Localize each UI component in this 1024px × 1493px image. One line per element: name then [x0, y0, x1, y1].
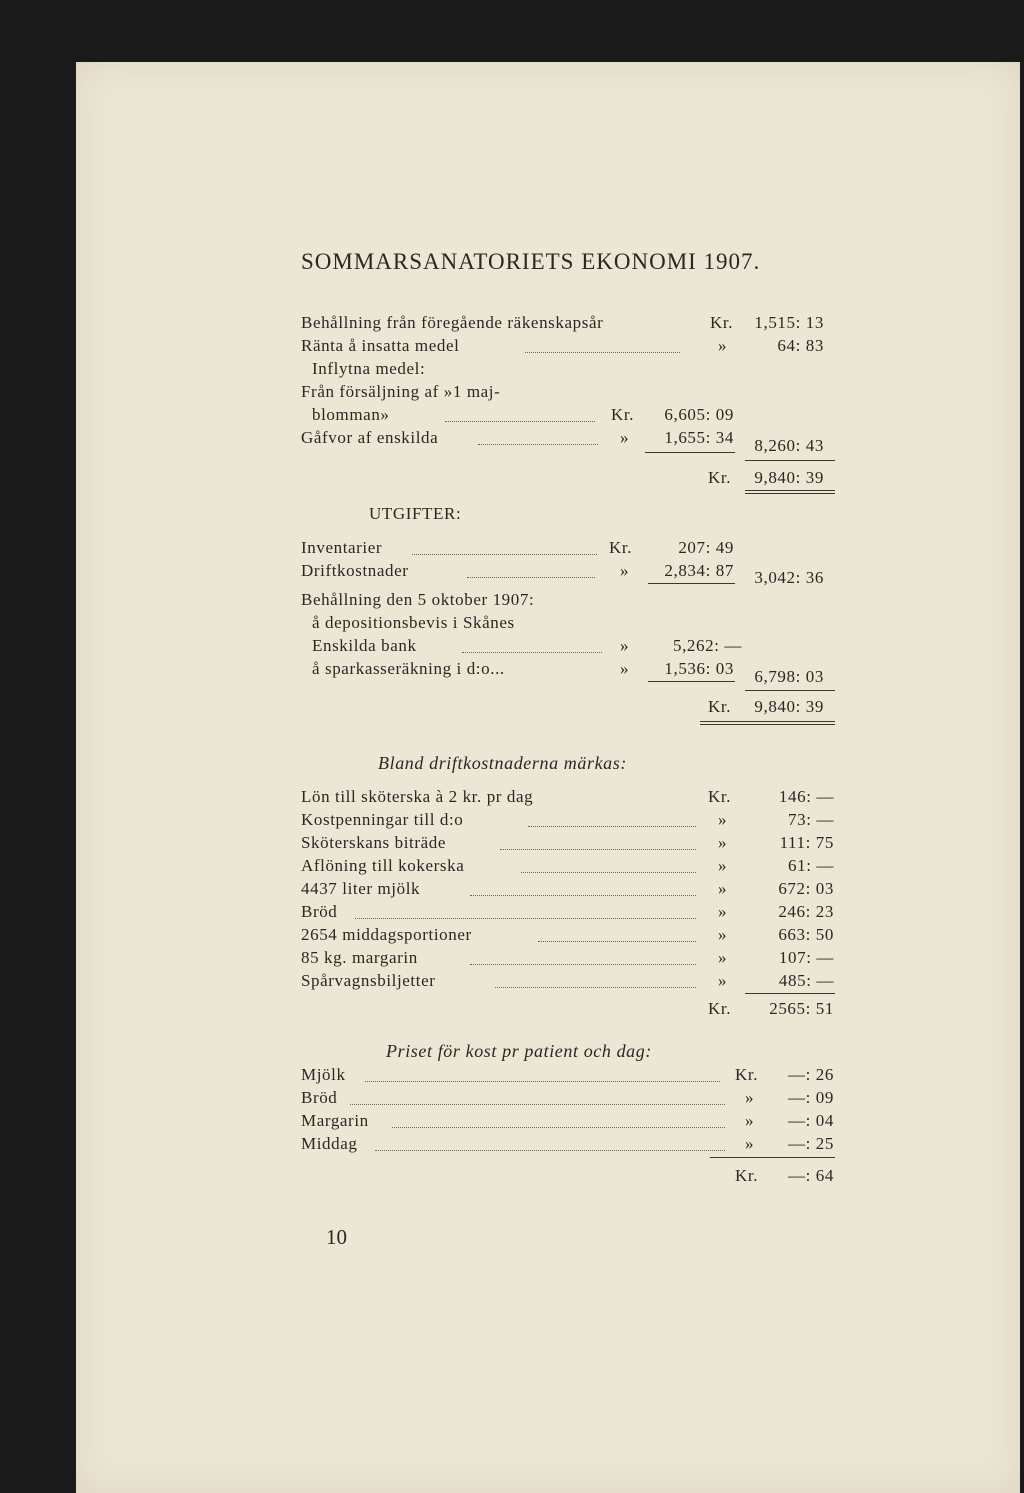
list-item-currency: » [718, 856, 728, 875]
income-row5-currency: Kr. [611, 405, 635, 424]
list-item-label: Sköterskans biträde [301, 833, 447, 852]
expense-row5-currency: » [620, 636, 630, 655]
price-total-currency: Kr. [735, 1166, 759, 1185]
list-item-amount: —: 25 [788, 1134, 834, 1153]
leader-dots [525, 352, 680, 353]
page-title: SOMMARSANATORIETS EKONOMI 1907. [301, 249, 761, 274]
list-item-amount: 246: 23 [778, 902, 834, 921]
expense-row6-label: å sparkasseräkning i d:o... [312, 659, 505, 678]
list-item-currency: » [745, 1134, 755, 1153]
list-item-currency: Kr. [735, 1065, 759, 1084]
list-item-amount: —: 26 [788, 1065, 834, 1084]
list-item-currency: » [718, 902, 728, 921]
expense-row5-amount: 5,262: — [672, 636, 742, 655]
income-row6-currency: » [620, 428, 630, 447]
list-item-currency: » [718, 971, 728, 990]
list-item-label: Bröd [301, 902, 338, 921]
leader-dots [470, 964, 696, 965]
price-total: —: 64 [788, 1166, 834, 1185]
expense-row1-amount: 207: 49 [678, 538, 734, 557]
leader-dots [470, 895, 696, 896]
total-rule [745, 993, 835, 994]
expenses-heading: UTGIFTER: [369, 504, 462, 523]
expense-subtotal2: 6,798: 03 [754, 667, 824, 686]
list-item-label: Middag [301, 1134, 358, 1153]
double-rule-bottom [700, 724, 835, 725]
total-rule [710, 1157, 835, 1158]
income-row4-label: Från försäljning af »1 maj- [301, 382, 501, 401]
list-item-amount: 61: — [788, 856, 834, 875]
leader-dots [500, 849, 696, 850]
income-total: 9,840: 39 [754, 468, 824, 487]
list-item-currency: » [718, 810, 728, 829]
list-item-amount: —: 09 [788, 1088, 834, 1107]
operating-total: 2565: 51 [769, 999, 834, 1018]
leader-dots [355, 918, 696, 919]
list-item-label: Lön till sköterska à 2 kr. pr dag [301, 787, 534, 806]
list-item-label: Bröd [301, 1088, 338, 1107]
double-rule-top [745, 490, 835, 491]
list-item-currency: » [745, 1111, 755, 1130]
list-item-amount: 663: 50 [778, 925, 834, 944]
leader-dots [495, 987, 696, 988]
underline-rule [648, 681, 735, 682]
expense-row6-amount: 1,536: 03 [664, 659, 734, 678]
operating-heading: Bland driftkostnaderna märkas: [378, 753, 627, 773]
page-number: 10 [326, 1225, 347, 1249]
underline-rule [645, 452, 735, 453]
list-item-currency: » [718, 833, 728, 852]
expense-row1-currency: Kr. [609, 538, 633, 557]
leader-dots [478, 444, 598, 445]
list-item-label: 4437 liter mjölk [301, 879, 421, 898]
income-row1-total: 1,515: 13 [754, 313, 824, 332]
leader-dots [412, 554, 597, 555]
expense-row2-label: Driftkostnader [301, 561, 409, 580]
list-item-amount: 485: — [778, 971, 834, 990]
expense-row1-label: Inventarier [301, 538, 383, 557]
income-row2-label: Ränta å insatta medel [301, 336, 460, 355]
leader-dots [538, 941, 696, 942]
leader-dots [521, 872, 696, 873]
list-item-currency: » [718, 879, 728, 898]
operating-total-currency: Kr. [708, 999, 732, 1018]
leader-dots [365, 1081, 720, 1082]
income-row5-amount: 6,605: 09 [664, 405, 734, 424]
list-item-label: Aflöning till kokerska [301, 856, 465, 875]
expense-total: 9,840: 39 [754, 697, 824, 716]
list-item-amount: 146: — [778, 787, 834, 806]
list-item-label: Margarin [301, 1111, 369, 1130]
income-row5-label: blomman» [312, 405, 390, 424]
underline-rule [648, 583, 735, 584]
list-item-amount: 107: — [778, 948, 834, 967]
income-row3-label: Inflytna medel: [312, 359, 426, 378]
list-item-amount: 73: — [788, 810, 834, 829]
leader-dots [392, 1127, 725, 1128]
leader-dots [445, 421, 595, 422]
expense-row3-label: Behållning den 5 oktober 1907: [301, 590, 535, 609]
price-heading: Priset för kost pr patient och dag: [386, 1041, 652, 1061]
leader-dots [375, 1150, 725, 1151]
income-row1-currency: Kr. [710, 313, 734, 332]
list-item-currency: » [718, 948, 728, 967]
list-item-currency: » [718, 925, 728, 944]
list-item-label: 2654 middagsportioner [301, 925, 472, 944]
double-rule-bottom [745, 493, 835, 494]
expense-row2-currency: » [620, 561, 630, 580]
list-item-label: Spårvagnsbiljetter [301, 971, 436, 990]
list-item-amount: 111: 75 [779, 833, 834, 852]
total-rule [745, 690, 835, 691]
expense-row2-amount: 2,834: 87 [664, 561, 734, 580]
leader-dots [528, 826, 696, 827]
leader-dots [350, 1104, 725, 1105]
income-row1-label: Behållning från föregående räkenskapsår [301, 313, 604, 332]
income-row2-total: 64: 83 [777, 336, 824, 355]
list-item-amount: —: 04 [788, 1111, 834, 1130]
income-subtotal: 8,260: 43 [754, 436, 824, 455]
list-item-label: Mjölk [301, 1065, 346, 1084]
list-item-currency: Kr. [708, 787, 732, 806]
expense-total-currency: Kr. [708, 697, 732, 716]
total-rule [745, 460, 835, 461]
expense-row4-label: å depositionsbevis i Skånes [312, 613, 515, 632]
leader-dots [467, 577, 595, 578]
income-row2-currency: » [718, 336, 728, 355]
income-total-currency: Kr. [708, 468, 732, 487]
list-item-currency: » [745, 1088, 755, 1107]
leader-dots [462, 652, 602, 653]
list-item-label: Kostpenningar till d:o [301, 810, 464, 829]
document-page [76, 62, 1020, 1493]
expense-subtotal1: 3,042: 36 [754, 568, 824, 587]
list-item-amount: 672: 03 [778, 879, 834, 898]
income-row6-amount: 1,655: 34 [664, 428, 734, 447]
income-row6-label: Gåfvor af enskilda [301, 428, 439, 447]
expense-row6-currency: » [620, 659, 630, 678]
double-rule-top [700, 721, 835, 722]
expense-row5-label: Enskilda bank [312, 636, 417, 655]
list-item-label: 85 kg. margarin [301, 948, 418, 967]
